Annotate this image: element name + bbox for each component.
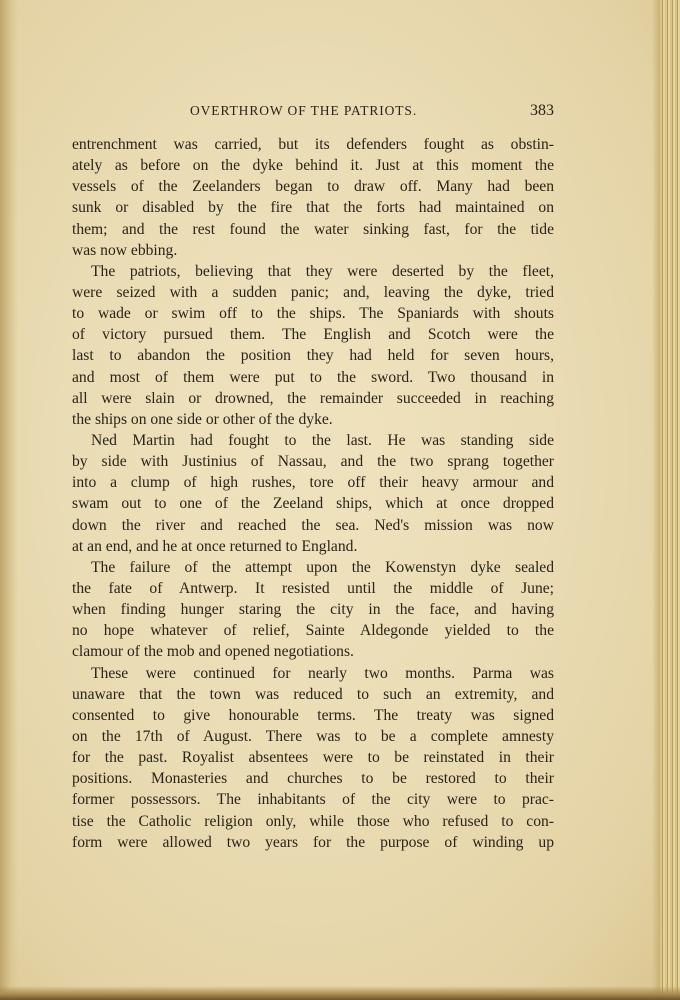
page-edges	[660, 0, 680, 1000]
page-number: 383	[530, 102, 554, 119]
text-line: for the past. Royalist absentees were to be reinstated in their	[72, 749, 554, 767]
text-line: when finding hunger staring the city in the face, and having	[72, 601, 554, 619]
text-line: swam out to one of the Zeeland ships, which at once dropped	[72, 495, 554, 513]
text-line: down the river and reached the sea. Ned's mission was now	[72, 516, 554, 534]
text-line: sunk or disabled by the fire that the forts had maintained on	[72, 199, 554, 217]
page-header	[72, 103, 554, 123]
text-line: vessels of the Zeelanders began to draw off. Many had been	[72, 178, 554, 196]
text-line: Ned Martin had fought to the last. He was standing side	[91, 431, 554, 449]
text-line: on the 17th of August. There was to be a complete amnesty	[72, 727, 554, 745]
text-line: all were slain or drowned, the remainder succeeded in reaching	[72, 389, 554, 407]
text-line: the ships on one side or other of the dyke.	[72, 410, 333, 428]
text-line: These were continued for nearly two months. Parma was	[91, 664, 554, 682]
text-line: no hope whatever of relief, Sainte Aldegonde yielded to the	[72, 622, 554, 640]
binding-shadow	[0, 0, 18, 1000]
text-line: last to abandon the position they had held for seven hours,	[72, 347, 554, 365]
text-line: ately as before on the dyke behind it. Just at this moment the	[72, 157, 554, 175]
text-line: and most of them were put to the sword. Two thousand in	[72, 368, 554, 386]
text-line: into a clump of high rushes, tore off their heavy armour and	[72, 474, 554, 492]
body-text	[72, 134, 554, 853]
text-line: at an end, and he at once returned to England.	[72, 537, 358, 555]
text-line: tise the Catholic religion only, while those who refused to con-	[72, 812, 554, 830]
text-line: of victory pursued them. The English and Scotch were the	[72, 326, 554, 344]
text-line: was now ebbing.	[72, 241, 178, 259]
running-title: OVERTHROW OF THE PATRIOTS.	[190, 103, 418, 118]
text-line: by side with Justinius of Nassau, and the two sprang together	[72, 453, 554, 471]
text-line: the fate of Antwerp. It resisted until the middle of June;	[72, 579, 554, 597]
text-line: The failure of the attempt upon the Kowenstyn dyke sealed	[91, 558, 554, 576]
bottom-edge	[0, 986, 680, 1000]
text-line: entrenchment was carried, but its defenders fought as obstin-	[72, 136, 554, 153]
text-line: former possessors. The inhabitants of the city were to prac-	[72, 791, 554, 809]
text-line: unaware that the town was reduced to such an extremity, and	[72, 685, 554, 703]
text-line: them; and the rest found the water sinking fast, for the tide	[72, 220, 554, 238]
text-line: The patriots, believing that they were deserted by the fleet,	[91, 262, 554, 280]
text-line: to wade or swim off to the ships. The Spaniards with shouts	[72, 305, 554, 323]
text-line: positions. Monasteries and churches to be restored to their	[72, 770, 554, 788]
text-line: consented to give honourable terms. The treaty was signed	[72, 706, 554, 724]
text-line: clamour of the mob and opened negotiations.	[72, 643, 354, 661]
text-line: form were allowed two years for the purpose of winding up	[72, 833, 554, 851]
text-line: were seized with a sudden panic; and, leaving the dyke, tried	[72, 283, 554, 301]
